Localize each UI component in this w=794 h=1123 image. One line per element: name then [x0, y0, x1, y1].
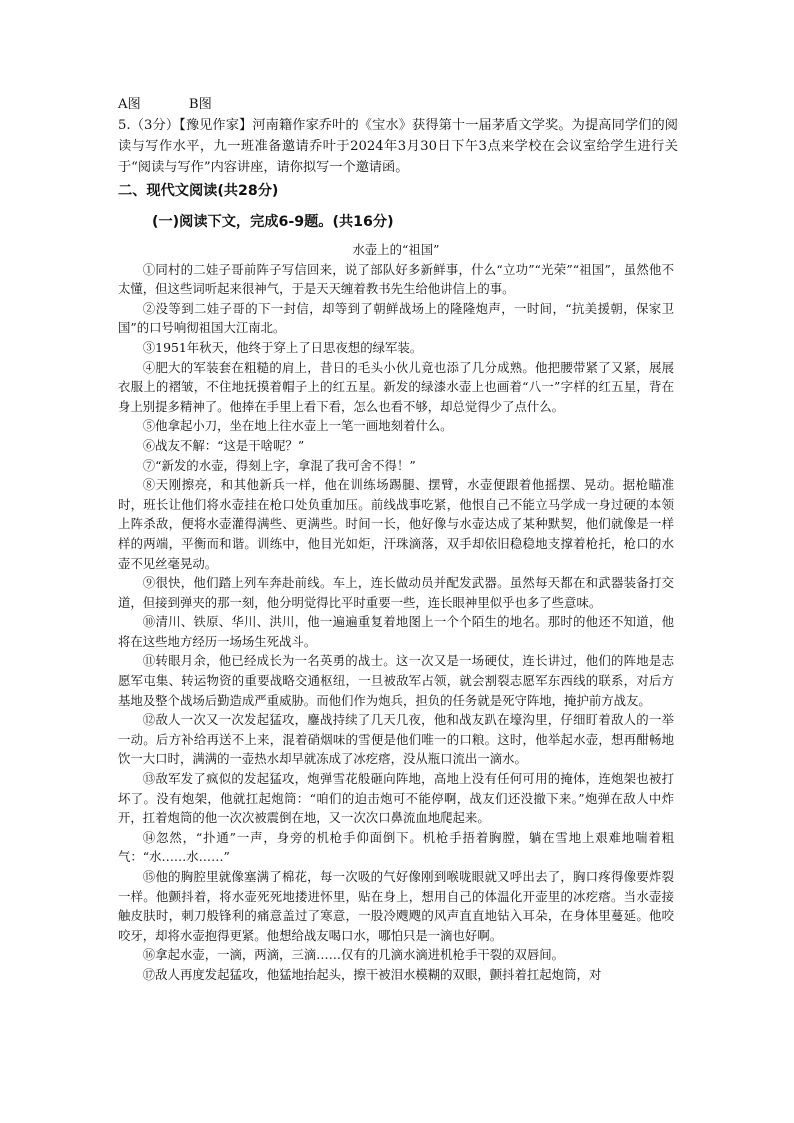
option-a-label: A图: [118, 97, 141, 112]
paragraph-16: ⑯拿起水壶，一滴，两滴，三滴……仅有的几滴水滴进机枪手干裂的双唇间。: [142, 947, 565, 963]
question-5-block: [118, 94, 678, 178]
section-heading: 二、现代文阅读(共28分): [118, 183, 279, 199]
option-b-label: B图: [188, 97, 212, 112]
paragraph-8: ⑧天刚擦亮，和其他新兵一样，他在训练场踢腿、摆臂，水壶便跟着他摇摆、晃动。据枪瞄准时，班长让他们将水壶挂在枪口处负重加压。前线战事吃紧，他恨自己不能立马学成一身过硬的本领上阵杀敌，便将水壶灌得满些、更满些。时间一长，他好像与水壶达成了某种默契，他们就像是一样样的两端，平衡而和谐。训练中，他目光如炬，汗珠滴落，双手却依旧稳稳地支撑着枪托，枪口的水壶不见丝毫晃动。: [118, 477, 674, 571]
paragraph-5: ⑤他拿起小刀，坐在地上往水壶上一笔一画地刻着什么。: [142, 418, 453, 434]
option-labels: [118, 94, 678, 115]
paragraph-10: ⑩清川、铁原、华川、洪川，他一遍遍重复着地图上一个个陌生的地名。那时的他还不知道，他将在这些地方经历一场场生死战斗。: [118, 614, 674, 649]
paragraph-1: ①同村的二娃子哥前阵子写信回来，说了部队好多新鲜事，什么“立功”“光荣”“祖国”，虽然他不太懂，但这些词听起来很神气，于是天天缠着教书先生给他讲信上的事。: [118, 261, 674, 297]
paragraph-14: ⑭忽然，“扑通”一声，身旁的机枪手仰面倒下。机枪手捂着胸膛，躺在雪地上艰难地喘着粗气：“水……水……”: [118, 829, 674, 865]
paragraph-12: ⑫敌人一次又一次发起猛攻，鏖战持续了几天几夜，他和战友趴在壕沟里，仔细盯着敌人的一举一动。后方补给再送不上来，混着硝烟味的雪便是他们唯一的口粮。这时，他举起水壶，想再酣畅地饮一大口时，满满的一壶热水却早就冻成了冰疙瘩，没从瓶口流出一滴水。: [118, 712, 674, 767]
paragraph-13: ⑬敌军发了疯似的发起猛攻，炮弹雪花般砸向阵地，高地上没有任何可用的掩体，连炮架也被打坏了。没有炮架，他就扛起炮筒：“咱们的迫击炮可不能停啊，战友们还没撤下来。”炮弹在敌人中炸开，扛着炮筒的他一次次被震倒在地，又一次次口鼻流血地爬起来。: [118, 771, 674, 826]
paragraph-7: ⑦“新发的水壶，得刻上字，拿混了我可舍不得！”: [142, 457, 416, 473]
reading-article: [118, 240, 674, 985]
paragraph-6: ⑥战友不解：“这是干啥呢？”: [142, 437, 305, 453]
subsection-heading: (一)阅读下文，完成6-9题。(共16分): [152, 214, 394, 230]
paragraph-4: ④肥大的军装套在粗糙的肩上，昔日的毛头小伙儿竟也添了几分成熟。他把腰带紧了又紧，展展衣服上的褶皱，不住地抚摸着帽子上的红五星。新发的绿漆水壶上也画着“八一”字样的红五星，背在身上别提多精神了。他捧在手里上看下看，怎么也看不够，却总觉得少了点什么。: [118, 359, 674, 414]
paragraph-11: ⑪转眼月余，他已经成长为一名英勇的战士。这一次又是一场硬仗，连长讲过，他们的阵地是志愿军屯集、转运物资的重要战略交通枢纽，一旦被敌军占领，就会割裂志愿军东西线的联系，对后方基地及整个战场后勤造成严重威胁。而他们作为炮兵，担负的任务就是死守阵地，掩护前方战友。: [118, 653, 674, 708]
question-5-text: 5.（3分）【豫见作家】河南籍作家乔叶的《宝水》获得第十一届茅盾文学奖。为提高同学们的阅读与写作水平，九一班准备邀请乔叶于2024年3月30日下午3点来学校在会议室给学生进行关于“阅读与写作”内容讲座，请你拟写一个邀请函。: [118, 118, 678, 175]
paragraph-2: ②没等到二娃子哥的下一封信，却等到了朝鲜战场上的隆隆炮声，一时间，“抗美援朝，保家卫国”的口号响彻祖国大江南北。: [118, 300, 674, 336]
paragraph-17: ⑰敌人再度发起猛攻，他猛地抬起头，擦干被泪水模糊的双眼，颤抖着扛起炮筒，对: [142, 966, 602, 982]
article-title: 水壶上的“祖国”: [352, 242, 440, 257]
paragraph-3: ③1951年秋天，他终于穿上了日思夜想的绿军装。: [142, 339, 423, 355]
paragraph-15: ⑮他的胸腔里就像塞满了棉花，每一次吸的气好像刚到喉咙眼就又呼出去了，胸口疼得像要炸裂一样。他颤抖着，将水壶死死地搂进怀里，贴在身上，想用自己的体温化开壶里的冰疙瘩。当水壶接触皮肤时，刺刀般锋利的痛意盖过了寒意，一股冷飕飕的风声直直地钻入耳朵，在身体里蔓延。他咬咬牙，却将水壶抱得更紧。他想给战友喝口水，哪怕只是一滴也好啊。: [118, 869, 674, 943]
paragraph-9: ⑨很快，他们踏上列车奔赴前线。车上，连长做动员并配发武器。虽然每天都在和武器装备打交道，但接到弹夹的那一刻，他分明觉得比平时重要一些，连长眼神里似乎也多了些意味。: [118, 575, 674, 610]
